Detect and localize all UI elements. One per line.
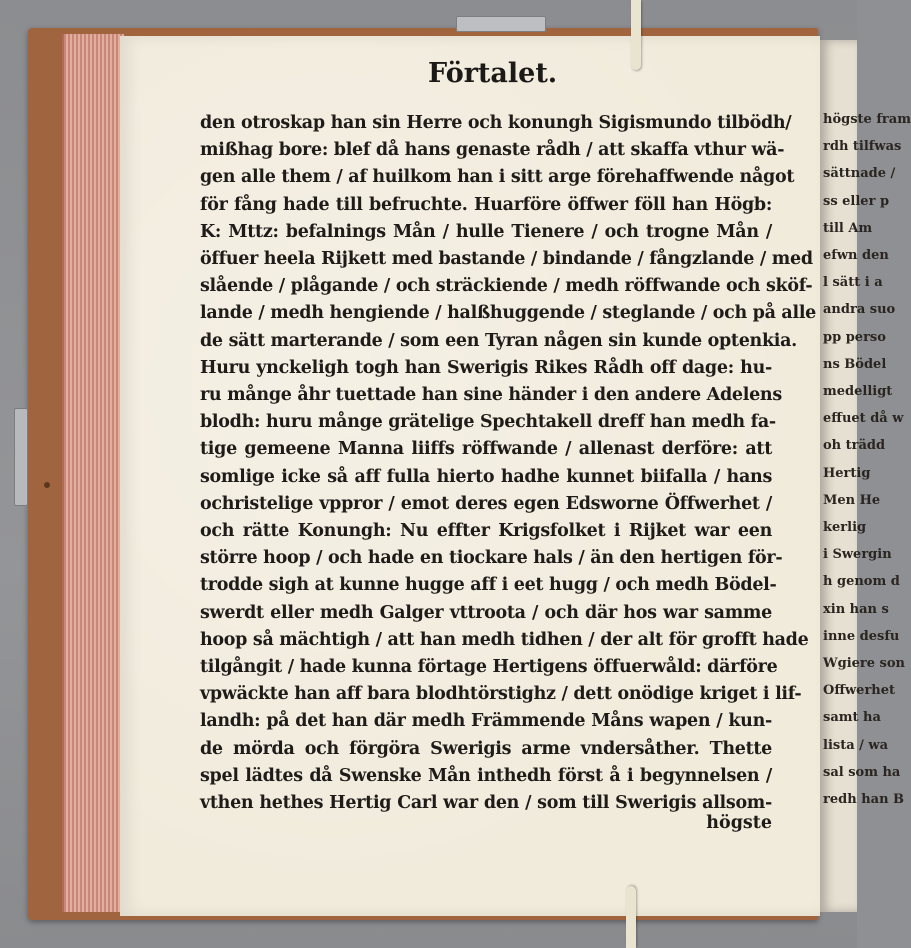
text-line: somlige icke så aff fulla hierto hadhe kunnet biifalla / hans xyxy=(200,466,772,487)
facing-page-fragment: sättnade / xyxy=(823,166,896,182)
text-line: Huru ynckeligh togh han Swerigis Rikes Rådh off dage: hu- xyxy=(200,357,772,378)
facing-page xyxy=(820,40,911,912)
text-line: mißhag bore: blef då hans genaste rådh / att skaffa vthur wä- xyxy=(200,140,785,161)
text-line: öffuer heela Rijkett med bastande / bindande / fångzlande / med xyxy=(200,249,813,269)
top-book-pin xyxy=(631,0,641,70)
text-line: de mörda och förgöra Swerigis arme vndersåther. Thette xyxy=(200,738,772,759)
facing-page-fragment: samt ha xyxy=(823,710,881,726)
text-line: landh: på det han där medh Främmende Måns wapen / kun- xyxy=(200,711,772,732)
facing-page-fragment: oh trädd xyxy=(823,438,886,454)
text-line: spel lädtes då Swenske Mån inthedh först å i begynnelsen / xyxy=(200,765,772,786)
cover-spot xyxy=(44,482,50,488)
text-line: slående / plågande / och sträckiende / medh röffwande och sköf- xyxy=(200,276,813,297)
facing-page-fragment: redh han B xyxy=(823,792,905,807)
facing-page-fragment: Offwerhet xyxy=(823,683,896,699)
text-line: ochristelige vppror / emot deres egen Edsworne Öffwerhet / xyxy=(200,493,772,514)
text-line: de sätt marterande / som een Tyran någen sin kunde optenkia. xyxy=(200,330,797,351)
text-line: större hoop / och hade en tiockare hals / än den hertigen för- xyxy=(200,548,783,569)
text-line: den otroskap han sin Herre och konungh Sigismundo tilbödh/ xyxy=(200,113,792,133)
text-line: gen alle them / af huilkom han i sitt arge förehaffwende något xyxy=(200,167,795,188)
top-clip xyxy=(456,16,546,32)
bottom-book-pin xyxy=(626,886,636,948)
facing-page-fragment: andra suo xyxy=(823,302,896,318)
text-line: lande / medh hengiende / halßhuggende / steglande / och på alle xyxy=(200,303,817,324)
facing-page-fragment: ss eller p xyxy=(823,193,890,209)
text-line: tilgångit / hade kunna förtage Hertigens öffuerwåld: därföre xyxy=(200,657,778,677)
running-head: Förtalet. xyxy=(428,58,558,89)
facing-page-fragment: pp perso xyxy=(823,329,886,345)
facing-page-fragment: högste fram xyxy=(823,112,911,127)
text-line: tige gemeene Manna liiffs röffwande / allenast derföre: att xyxy=(200,439,772,460)
facing-page-fragment: sal som ha xyxy=(823,764,901,780)
text-line: för fång hade till befruchte. Huarföre öffwer föll han Högb: xyxy=(200,194,772,215)
catchword: högste xyxy=(706,813,772,833)
facing-page-fragment: l sätt i a xyxy=(823,275,883,291)
text-line: K: Mttz: befalnings Mån / hulle Tienere / och trogne Mån / xyxy=(200,221,772,242)
text-line: swerdt eller medh Galger vttroota / och där hos war samme xyxy=(200,602,772,623)
facing-page-fragment: lista / wa xyxy=(823,737,889,753)
left-clip xyxy=(14,408,28,506)
text-line: vpwäckte han aff bara blodhtörstighz / dett onödige kriget i lif- xyxy=(200,684,802,705)
facing-page-fragment: ns Bödel xyxy=(823,356,887,372)
text-line: trodde sigh at kunne hugge aff i eet hugg / och medh Bödel- xyxy=(200,575,777,596)
text-line: hoop så mächtigh / att han medh tidhen / der alt för grofft hade xyxy=(200,629,809,650)
facing-page-fragment: effuet då w xyxy=(823,411,904,427)
facing-page-fragment: medelligt xyxy=(823,384,893,399)
facing-page-fragment: Men He xyxy=(823,492,881,508)
facing-page-fragment: rdh tilfwas xyxy=(823,139,902,155)
text-line: och rätte Konungh: Nu effter Krigsfolket i Rijket war een xyxy=(200,521,772,541)
facing-page-fragment: h genom d xyxy=(823,574,900,590)
text-line: vthen hethes Hertig Carl war den / som till Swerigis allsom- xyxy=(200,793,772,813)
text-line: blodh: huru månge grätelige Spechtakell dreff han medh fa- xyxy=(200,412,776,433)
page-edges xyxy=(62,34,124,912)
text-line: ru månge åhr tuettade han sine händer i den andere Adelens xyxy=(200,385,782,405)
facing-page-fragment: efwn den xyxy=(823,248,889,263)
facing-page-fragment: till Am xyxy=(823,220,873,236)
facing-page-fragment: Wgiere son xyxy=(823,656,905,671)
facing-page-fragment: Hertig xyxy=(823,465,871,481)
facing-page-fragment: i Swergin xyxy=(823,547,892,563)
facing-page-fragment: inne desfu xyxy=(823,628,900,644)
facing-page-fragment: kerlig xyxy=(823,520,867,535)
facing-page-fragment: xin han s xyxy=(823,601,889,617)
